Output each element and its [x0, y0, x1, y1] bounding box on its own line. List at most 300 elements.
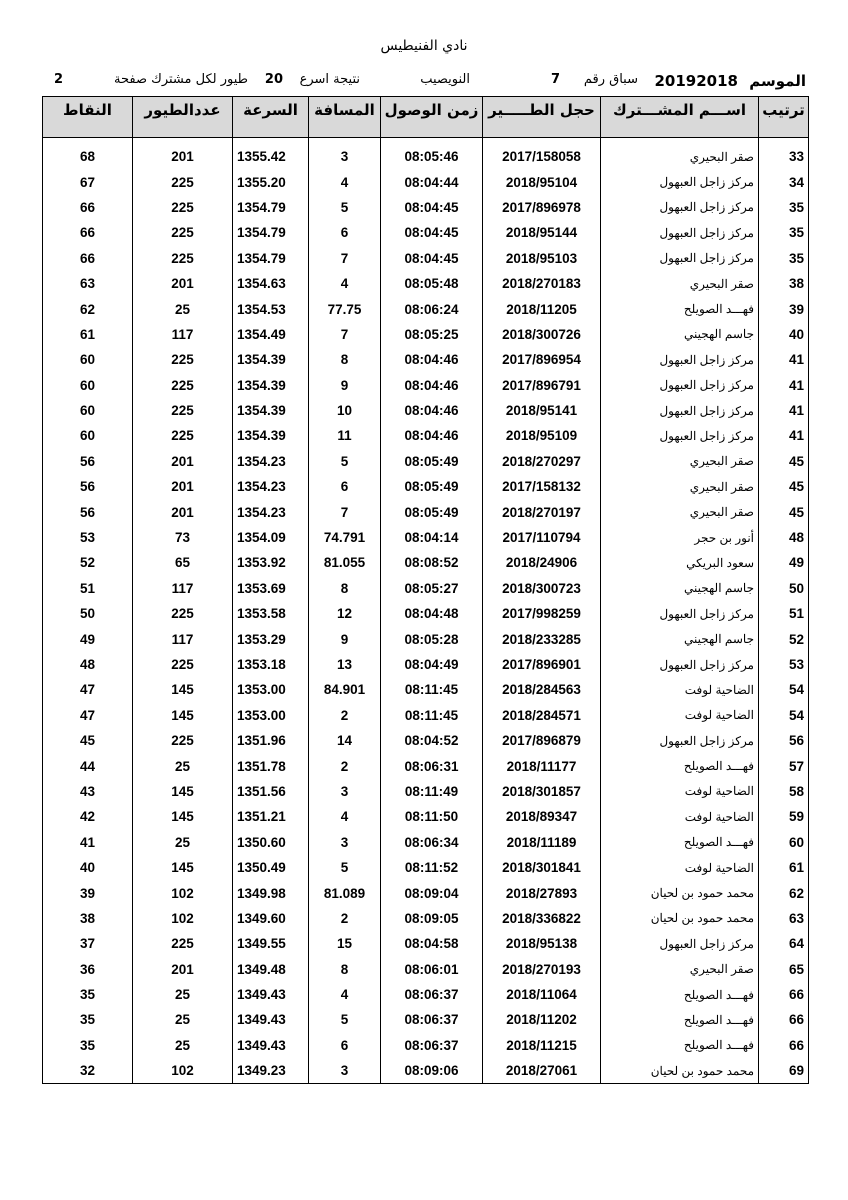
arrival-time-cell: 08:04:48	[381, 601, 483, 626]
rank-cell: 35	[759, 246, 809, 271]
fastest-result-label: نتيجة اسرع	[299, 72, 360, 87]
column-header-rank: ترتيب	[759, 97, 809, 138]
rank-cell: 66	[759, 982, 809, 1007]
ring-number-cell: 2018/300726	[483, 322, 601, 347]
points-cell: 39	[43, 880, 133, 905]
rank-cell: 41	[759, 423, 809, 448]
distance-cell: 4	[309, 271, 381, 296]
points-cell: 35	[43, 982, 133, 1007]
rank-cell: 52	[759, 626, 809, 651]
bird-count-cell: 225	[133, 728, 233, 753]
arrival-time-cell: 08:05:27	[381, 576, 483, 601]
points-cell: 60	[43, 347, 133, 372]
rank-cell: 53	[759, 652, 809, 677]
arrival-time-cell: 08:04:58	[381, 931, 483, 956]
table-row	[43, 1058, 809, 1084]
table-row	[43, 195, 809, 220]
table-row	[43, 169, 809, 194]
points-cell: 63	[43, 271, 133, 296]
table-row	[43, 1033, 809, 1058]
arrival-time-cell: 08:06:31	[381, 753, 483, 778]
table-row	[43, 525, 809, 550]
ring-number-cell: 2018/11189	[483, 830, 601, 855]
bird-count-cell: 25	[133, 982, 233, 1007]
bird-count-cell: 102	[133, 906, 233, 931]
table-row	[43, 804, 809, 829]
distance-cell: 2	[309, 703, 381, 728]
distance-cell: 7	[309, 246, 381, 271]
points-cell: 37	[43, 931, 133, 956]
ring-number-cell: 2018/270197	[483, 499, 601, 524]
table-row	[43, 830, 809, 855]
participant-name-cell: مركز زاجل العبهول	[601, 246, 759, 271]
bird-count-cell: 25	[133, 753, 233, 778]
participant-name-cell: فهـــد الصويلح	[601, 1033, 759, 1058]
ring-number-cell: 2018/11205	[483, 296, 601, 321]
distance-cell: 3	[309, 144, 381, 169]
arrival-time-cell: 08:09:04	[381, 880, 483, 905]
speed-cell: 1353.00	[233, 677, 309, 702]
bird-count-cell: 145	[133, 779, 233, 804]
ring-number-cell: 2017/998259	[483, 601, 601, 626]
distance-cell: 5	[309, 855, 381, 880]
ring-number-cell: 2018/95144	[483, 220, 601, 245]
column-header-points: النقاط	[43, 97, 133, 138]
ring-number-cell: 2018/24906	[483, 550, 601, 575]
season-label: الموسم	[749, 72, 806, 90]
bird-count-cell: 225	[133, 423, 233, 448]
ring-number-cell: 2017/158058	[483, 144, 601, 169]
speed-cell: 1351.21	[233, 804, 309, 829]
rank-cell: 66	[759, 1007, 809, 1032]
table-row	[43, 982, 809, 1007]
arrival-time-cell: 08:09:06	[381, 1058, 483, 1084]
rank-cell: 41	[759, 347, 809, 372]
distance-cell: 7	[309, 322, 381, 347]
distance-cell: 7	[309, 499, 381, 524]
rank-cell: 41	[759, 373, 809, 398]
distance-cell: 6	[309, 220, 381, 245]
arrival-time-cell: 08:04:44	[381, 169, 483, 194]
ring-number-cell: 2018/270297	[483, 449, 601, 474]
ring-number-cell: 2018/89347	[483, 804, 601, 829]
table-header-row	[43, 97, 809, 138]
distance-cell: 8	[309, 576, 381, 601]
rank-cell: 59	[759, 804, 809, 829]
speed-cell: 1354.23	[233, 499, 309, 524]
speed-cell: 1355.42	[233, 144, 309, 169]
distance-cell: 84.901	[309, 677, 381, 702]
column-header-ring: حجل الطـــــير	[483, 97, 601, 138]
bird-count-cell: 201	[133, 144, 233, 169]
bird-count-cell: 225	[133, 931, 233, 956]
points-cell: 66	[43, 195, 133, 220]
speed-cell: 1354.49	[233, 322, 309, 347]
participant-name-cell: مركز زاجل العبهول	[601, 398, 759, 423]
bird-count-cell: 102	[133, 1058, 233, 1084]
bird-count-cell: 201	[133, 499, 233, 524]
arrival-time-cell: 08:06:34	[381, 830, 483, 855]
ring-number-cell: 2017/896954	[483, 347, 601, 372]
participant-name-cell: محمد حمود بن لحيان	[601, 906, 759, 931]
bird-count-cell: 201	[133, 957, 233, 982]
ring-number-cell: 2018/95109	[483, 423, 601, 448]
table-row	[43, 347, 809, 372]
ring-number-cell: 2018/11177	[483, 753, 601, 778]
arrival-time-cell: 08:06:01	[381, 957, 483, 982]
participant-name-cell: فهـــد الصويلح	[601, 296, 759, 321]
rank-cell: 51	[759, 601, 809, 626]
ring-number-cell: 2017/896879	[483, 728, 601, 753]
bird-count-cell: 225	[133, 220, 233, 245]
arrival-time-cell: 08:05:49	[381, 474, 483, 499]
participant-name-cell: مركز زاجل العبهول	[601, 347, 759, 372]
rank-cell: 63	[759, 906, 809, 931]
arrival-time-cell: 08:06:37	[381, 1033, 483, 1058]
column-header-name: اســـم المشـــترك	[601, 97, 759, 138]
race-info-line	[48, 72, 808, 92]
bird-count-cell: 145	[133, 855, 233, 880]
speed-cell: 1351.56	[233, 779, 309, 804]
rank-cell: 54	[759, 703, 809, 728]
distance-cell: 6	[309, 474, 381, 499]
points-cell: 60	[43, 373, 133, 398]
speed-cell: 1353.92	[233, 550, 309, 575]
rank-cell: 49	[759, 550, 809, 575]
bird-count-cell: 225	[133, 169, 233, 194]
ring-number-cell: 2018/270183	[483, 271, 601, 296]
points-cell: 47	[43, 677, 133, 702]
ring-number-cell: 2018/284571	[483, 703, 601, 728]
arrival-time-cell: 08:11:49	[381, 779, 483, 804]
arrival-time-cell: 08:06:24	[381, 296, 483, 321]
distance-cell: 8	[309, 347, 381, 372]
speed-cell: 1349.23	[233, 1058, 309, 1084]
speed-cell: 1349.43	[233, 1033, 309, 1058]
speed-cell: 1349.48	[233, 957, 309, 982]
arrival-time-cell: 08:11:50	[381, 804, 483, 829]
ring-number-cell: 2017/896791	[483, 373, 601, 398]
points-cell: 67	[43, 169, 133, 194]
arrival-time-cell: 08:11:52	[381, 855, 483, 880]
arrival-time-cell: 08:04:46	[381, 398, 483, 423]
speed-cell: 1354.63	[233, 271, 309, 296]
ring-number-cell: 2018/11064	[483, 982, 601, 1007]
points-cell: 38	[43, 906, 133, 931]
ring-number-cell: 2018/301841	[483, 855, 601, 880]
bird-count-cell: 225	[133, 246, 233, 271]
ring-number-cell: 2018/27061	[483, 1058, 601, 1084]
points-cell: 56	[43, 474, 133, 499]
distance-cell: 9	[309, 373, 381, 398]
participant-name-cell: جاسم الهجيني	[601, 576, 759, 601]
ring-number-cell: 2018/11202	[483, 1007, 601, 1032]
arrival-time-cell: 08:06:37	[381, 1007, 483, 1032]
distance-cell: 77.75	[309, 296, 381, 321]
table-row	[43, 246, 809, 271]
column-header-arrival-time: زمن الوصول	[381, 97, 483, 138]
bird-count-cell: 25	[133, 1007, 233, 1032]
participant-name-cell: مركز زاجل العبهول	[601, 728, 759, 753]
participant-name-cell: مركز زاجل العبهول	[601, 373, 759, 398]
arrival-time-cell: 08:04:45	[381, 195, 483, 220]
fastest-result-value: 20	[264, 72, 283, 87]
distance-cell: 4	[309, 804, 381, 829]
participant-name-cell: الضاحية لوفت	[601, 855, 759, 880]
participant-name-cell: الضاحية لوفت	[601, 703, 759, 728]
ring-number-cell: 2018/270193	[483, 957, 601, 982]
bird-count-cell: 201	[133, 449, 233, 474]
table-row	[43, 753, 809, 778]
bird-count-cell: 117	[133, 322, 233, 347]
table-row	[43, 931, 809, 956]
rank-cell: 65	[759, 957, 809, 982]
bird-count-cell: 145	[133, 703, 233, 728]
rank-cell: 57	[759, 753, 809, 778]
table-row	[43, 957, 809, 982]
rank-cell: 58	[759, 779, 809, 804]
ring-number-cell: 2018/95103	[483, 246, 601, 271]
table-row	[43, 652, 809, 677]
rank-cell: 56	[759, 728, 809, 753]
arrival-time-cell: 08:05:46	[381, 144, 483, 169]
speed-cell: 1353.29	[233, 626, 309, 651]
table-row	[43, 474, 809, 499]
distance-cell: 11	[309, 423, 381, 448]
participant-name-cell: صقر البحيري	[601, 957, 759, 982]
club-title: نادي الفنيطيس	[380, 38, 468, 54]
ring-number-cell: 2018/233285	[483, 626, 601, 651]
bird-count-cell: 65	[133, 550, 233, 575]
speed-cell: 1349.43	[233, 982, 309, 1007]
speed-cell: 1354.79	[233, 220, 309, 245]
participant-name-cell: فهـــد الصويلح	[601, 1007, 759, 1032]
points-cell: 52	[43, 550, 133, 575]
distance-cell: 3	[309, 779, 381, 804]
column-header-distance: المسافة	[309, 97, 381, 138]
distance-cell: 8	[309, 957, 381, 982]
arrival-time-cell: 08:04:46	[381, 373, 483, 398]
participant-name-cell: صقر البحيري	[601, 474, 759, 499]
participant-name-cell: مركز زاجل العبهول	[601, 220, 759, 245]
speed-cell: 1354.23	[233, 474, 309, 499]
ring-number-cell: 2017/110794	[483, 525, 601, 550]
arrival-time-cell: 08:05:48	[381, 271, 483, 296]
distance-cell: 2	[309, 753, 381, 778]
ring-number-cell: 2018/95138	[483, 931, 601, 956]
points-cell: 51	[43, 576, 133, 601]
participant-name-cell: صقر البحيري	[601, 144, 759, 169]
speed-cell: 1351.96	[233, 728, 309, 753]
arrival-time-cell: 08:04:46	[381, 423, 483, 448]
participant-name-cell: سعود البريكي	[601, 550, 759, 575]
participant-name-cell: الضاحية لوفت	[601, 804, 759, 829]
participant-name-cell: فهـــد الصويلح	[601, 753, 759, 778]
speed-cell: 1354.39	[233, 347, 309, 372]
table-row	[43, 296, 809, 321]
birds-per-page-label: طيور لكل مشترك صفحة	[114, 72, 248, 87]
points-cell: 47	[43, 703, 133, 728]
table-row	[43, 499, 809, 524]
points-cell: 61	[43, 322, 133, 347]
arrival-time-cell: 08:08:52	[381, 550, 483, 575]
bird-count-cell: 225	[133, 398, 233, 423]
ring-number-cell: 2017/896978	[483, 195, 601, 220]
points-cell: 49	[43, 626, 133, 651]
table-row	[43, 449, 809, 474]
ring-number-cell: 2018/27893	[483, 880, 601, 905]
distance-cell: 10	[309, 398, 381, 423]
distance-cell: 6	[309, 1033, 381, 1058]
points-cell: 56	[43, 499, 133, 524]
points-cell: 36	[43, 957, 133, 982]
participant-name-cell: صقر البحيري	[601, 449, 759, 474]
participant-name-cell: مركز زاجل العبهول	[601, 169, 759, 194]
speed-cell: 1353.18	[233, 652, 309, 677]
distance-cell: 14	[309, 728, 381, 753]
table-row	[43, 220, 809, 245]
speed-cell: 1353.69	[233, 576, 309, 601]
points-cell: 62	[43, 296, 133, 321]
points-cell: 42	[43, 804, 133, 829]
distance-cell: 81.089	[309, 880, 381, 905]
arrival-time-cell: 08:09:05	[381, 906, 483, 931]
speed-cell: 1354.79	[233, 195, 309, 220]
table-row	[43, 703, 809, 728]
ring-number-cell: 2018/284563	[483, 677, 601, 702]
distance-cell: 5	[309, 195, 381, 220]
ring-number-cell: 2018/95141	[483, 398, 601, 423]
rank-cell: 45	[759, 499, 809, 524]
speed-cell: 1354.79	[233, 246, 309, 271]
participant-name-cell: صقر البحيري	[601, 499, 759, 524]
distance-cell: 13	[309, 652, 381, 677]
participant-name-cell: صقر البحيري	[601, 271, 759, 296]
race-name: النويصيب	[420, 72, 470, 87]
ring-number-cell: 2018/301857	[483, 779, 601, 804]
distance-cell: 74.791	[309, 525, 381, 550]
speed-cell: 1354.23	[233, 449, 309, 474]
bird-count-cell: 225	[133, 601, 233, 626]
table-row	[43, 906, 809, 931]
rank-cell: 50	[759, 576, 809, 601]
speed-cell: 1349.60	[233, 906, 309, 931]
speed-cell: 1354.39	[233, 373, 309, 398]
speed-cell: 1354.09	[233, 525, 309, 550]
table-row	[43, 626, 809, 651]
speed-cell: 1353.00	[233, 703, 309, 728]
participant-name-cell: مركز زاجل العبهول	[601, 931, 759, 956]
points-cell: 68	[43, 144, 133, 169]
points-cell: 66	[43, 246, 133, 271]
points-cell: 41	[43, 830, 133, 855]
page-number: 2	[53, 72, 63, 87]
table-row	[43, 423, 809, 448]
rank-cell: 54	[759, 677, 809, 702]
table-row	[43, 728, 809, 753]
bird-count-cell: 117	[133, 626, 233, 651]
bird-count-cell: 225	[133, 195, 233, 220]
bird-count-cell: 73	[133, 525, 233, 550]
speed-cell: 1351.78	[233, 753, 309, 778]
distance-cell: 2	[309, 906, 381, 931]
speed-cell: 1355.20	[233, 169, 309, 194]
points-cell: 50	[43, 601, 133, 626]
participant-name-cell: مركز زاجل العبهول	[601, 423, 759, 448]
table-row	[43, 1007, 809, 1032]
speed-cell: 1349.55	[233, 931, 309, 956]
table-row	[43, 144, 809, 169]
ring-number-cell: 2018/300723	[483, 576, 601, 601]
rank-cell: 34	[759, 169, 809, 194]
rank-cell: 61	[759, 855, 809, 880]
bird-count-cell: 201	[133, 474, 233, 499]
table-row	[43, 855, 809, 880]
bird-count-cell: 225	[133, 347, 233, 372]
participant-name-cell: مركز زاجل العبهول	[601, 652, 759, 677]
distance-cell: 12	[309, 601, 381, 626]
points-cell: 66	[43, 220, 133, 245]
arrival-time-cell: 08:04:14	[381, 525, 483, 550]
ring-number-cell: 2018/336822	[483, 906, 601, 931]
points-cell: 60	[43, 423, 133, 448]
speed-cell: 1353.58	[233, 601, 309, 626]
arrival-time-cell: 08:04:45	[381, 246, 483, 271]
speed-cell: 1350.60	[233, 830, 309, 855]
rank-cell: 40	[759, 322, 809, 347]
bird-count-cell: 102	[133, 880, 233, 905]
points-cell: 35	[43, 1007, 133, 1032]
distance-cell: 4	[309, 169, 381, 194]
table-row	[43, 601, 809, 626]
participant-name-cell: محمد حمود بن لحيان	[601, 880, 759, 905]
speed-cell: 1349.43	[233, 1007, 309, 1032]
rank-cell: 41	[759, 398, 809, 423]
rank-cell: 35	[759, 195, 809, 220]
arrival-time-cell: 08:04:45	[381, 220, 483, 245]
distance-cell: 15	[309, 931, 381, 956]
arrival-time-cell: 08:11:45	[381, 703, 483, 728]
table-row	[43, 271, 809, 296]
table-row	[43, 779, 809, 804]
distance-cell: 81.055	[309, 550, 381, 575]
distance-cell: 3	[309, 1058, 381, 1084]
points-cell: 60	[43, 398, 133, 423]
table-row	[43, 576, 809, 601]
table-row	[43, 398, 809, 423]
rank-cell: 39	[759, 296, 809, 321]
speed-cell: 1349.98	[233, 880, 309, 905]
arrival-time-cell: 08:04:49	[381, 652, 483, 677]
column-header-bird-count: عددالطيور	[133, 97, 233, 138]
rank-cell: 64	[759, 931, 809, 956]
table-row	[43, 550, 809, 575]
participant-name-cell: مركز زاجل العبهول	[601, 601, 759, 626]
rank-cell: 66	[759, 1033, 809, 1058]
rank-cell: 45	[759, 449, 809, 474]
ring-number-cell: 2017/158132	[483, 474, 601, 499]
distance-cell: 5	[309, 449, 381, 474]
season-value: 20192018	[654, 72, 738, 90]
points-cell: 40	[43, 855, 133, 880]
column-header-speed: السرعة	[233, 97, 309, 138]
points-cell: 32	[43, 1058, 133, 1084]
participant-name-cell: فهـــد الصويلح	[601, 830, 759, 855]
rank-cell: 38	[759, 271, 809, 296]
rank-cell: 45	[759, 474, 809, 499]
distance-cell: 3	[309, 830, 381, 855]
rank-cell: 60	[759, 830, 809, 855]
